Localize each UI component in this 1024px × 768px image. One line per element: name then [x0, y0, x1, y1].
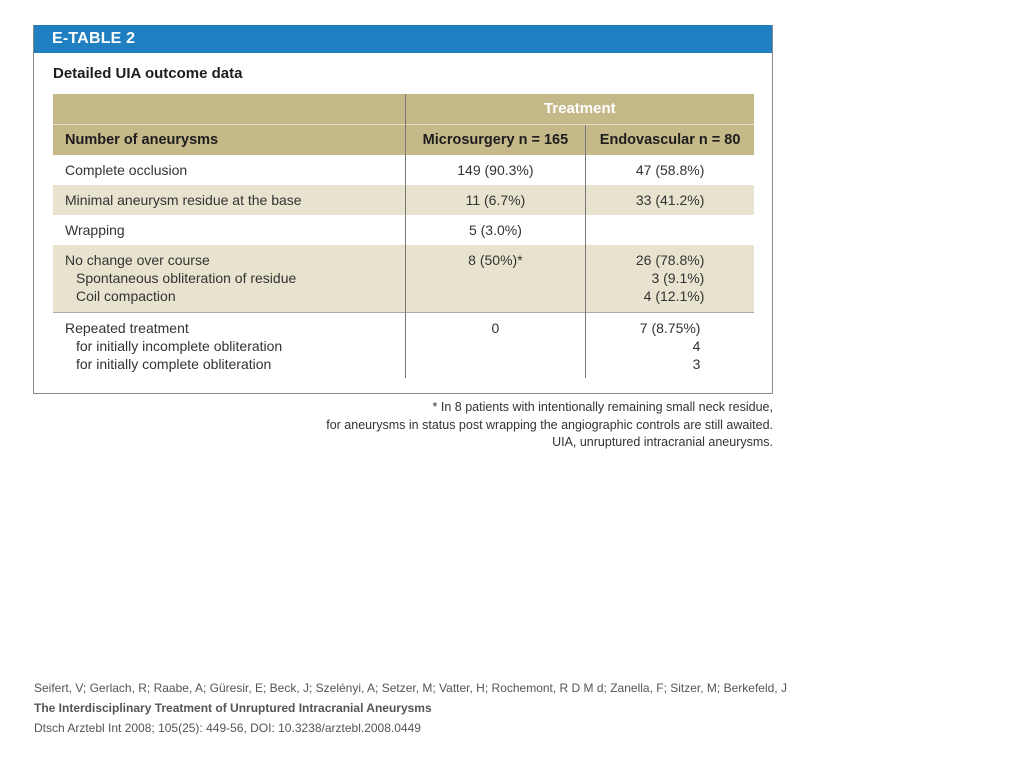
column-header-row: [53, 125, 754, 156]
table-banner: E-TABLE 2: [34, 25, 772, 53]
table-row: [53, 185, 754, 215]
row-label: Repeated treatment: [65, 319, 189, 336]
footnote: for aneurysms in status post wrapping the angiographic controls are still awaited.: [326, 417, 773, 432]
endovascular-values: [636, 251, 704, 305]
microsurgery-cell: 8 (50%)*: [405, 245, 586, 312]
microsurgery-cell: 149 (90.3%): [405, 155, 586, 185]
endovascular-subcell: 3: [692, 355, 701, 372]
microsurgery-cell: 5 (3.0%): [405, 215, 586, 245]
col-header-endovascular: Endovascular n = 80: [586, 125, 754, 156]
endovascular-subcell: 4 (12.1%): [643, 288, 705, 304]
endovascular-cell: 26 (78.8%): [635, 252, 705, 268]
endovascular-cell-group: [586, 312, 754, 378]
table-figure: [33, 25, 773, 394]
col-header-microsurgery: Microsurgery n = 165: [405, 125, 586, 156]
footnote: UIA, unruptured intracranial aneurysms.: [552, 435, 773, 449]
endovascular-subcell: 4: [692, 337, 701, 354]
citation: [34, 678, 787, 738]
citation-title: The Interdisciplinary Treatment of Unruptured Intracranial Aneurysms: [34, 701, 432, 715]
row-sublabel: Spontaneous obliteration of residue: [76, 270, 297, 286]
outcome-table: [53, 94, 754, 378]
treatment-header: Treatment: [405, 94, 754, 125]
table-row: [53, 155, 754, 185]
col-header-aneurysms: Number of aneurysms: [53, 125, 405, 156]
endovascular-cell-group: [586, 245, 754, 312]
row-label: No change over course: [65, 252, 210, 268]
footnote: * In 8 patients with intentionally remaining small neck residue,: [432, 400, 773, 414]
row-sublabel: Coil compaction: [76, 288, 176, 304]
table-row: [53, 312, 754, 378]
row-label: Complete occlusion: [65, 162, 188, 178]
header-blank: [53, 94, 405, 125]
row-label: Minimal aneurysm residue at the base: [53, 185, 405, 215]
row-label-group: [53, 312, 405, 378]
row-label: Wrapping: [65, 222, 125, 238]
citation-source: Dtsch Arztebl Int 2008; 105(25): 449-56, DOI: 10.3238/arztebl.2008.0449: [34, 721, 421, 735]
row-sublabel: for initially incomplete obliteration: [76, 337, 283, 354]
table-row: [53, 245, 754, 312]
table-subtitle: Detailed UIA outcome data: [53, 65, 243, 82]
citation-authors: Seifert, V; Gerlach, R; Raabe, A; Güresir, E; Beck, J; Szelényi, A; Setzer, M; Vatter, H; Rochemont, R D M d; Zanella, F; Sitzer, M; Berkefeld, J: [34, 681, 787, 695]
endovascular-cell: 33 (41.2%): [586, 185, 754, 215]
microsurgery-cell: 11 (6.7%): [405, 185, 586, 215]
endovascular-subcell: 3 (9.1%): [651, 270, 705, 286]
row-sublabel: for initially complete obliteration: [76, 355, 272, 372]
table-footnotes: [326, 399, 773, 452]
group-header-row: [53, 94, 754, 125]
microsurgery-cell: 0: [405, 312, 586, 378]
endovascular-cell: [586, 215, 754, 245]
row-label-group: [53, 245, 405, 312]
table-row: [53, 215, 754, 245]
endovascular-cell: 47 (58.8%): [586, 155, 754, 185]
endovascular-cell: 7 (8.75%): [639, 319, 701, 336]
endovascular-values: [640, 319, 701, 373]
